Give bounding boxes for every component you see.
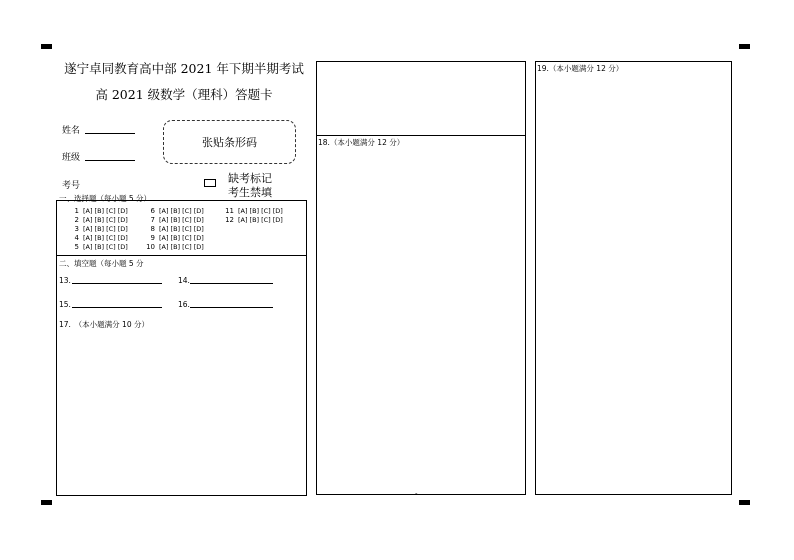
q14-label: 14. [178,276,190,285]
q14-answer-line[interactable] [190,283,273,284]
mc-question-12: 12 [A] [B] [C] [D] [225,216,283,224]
mc-option[interactable]: [C] [106,243,116,251]
mc-question-8: 8 [A] [B] [C] [D] [150,225,204,233]
mc-option[interactable]: [A] [159,216,169,224]
mc-option[interactable]: [A] [238,207,248,215]
mc-question-7: 7 [A] [B] [C] [D] [150,216,204,224]
absent-mark-box[interactable] [204,179,216,187]
mc-option[interactable]: [C] [182,207,192,215]
mc-option[interactable]: [D] [117,207,128,215]
mc-question-6: 6 [A] [B] [C] [D] [150,207,204,215]
mc-question-11: 11 [A] [B] [C] [D] [225,207,283,215]
multiple-choice-title: 一、选择题（每小题 5 分） [59,194,152,203]
mc-option[interactable]: [B] [94,243,105,251]
q18-divider [316,135,526,136]
mc-option[interactable]: [D] [193,225,204,233]
mc-option[interactable]: [A] [159,225,169,233]
mc-option[interactable]: [B] [94,225,105,233]
registration-mark-top-right [739,44,750,49]
registration-mark-top-left [41,44,52,49]
mc-option[interactable]: [C] [106,207,116,215]
name-label: 姓名 [62,126,81,136]
class-label: 班级 [62,153,81,163]
mc-option[interactable]: [B] [170,234,181,242]
exam-number-label: 考号 [62,181,81,191]
mc-option[interactable]: [D] [272,216,283,224]
middle-answer-box[interactable] [316,61,526,495]
mc-option[interactable]: [C] [106,225,116,233]
mc-question-2: 2 [A] [B] [C] [D] [74,216,128,224]
mc-option[interactable]: [A] [83,216,93,224]
name-field[interactable] [85,133,135,134]
mc-option[interactable]: [C] [261,207,271,215]
q13-answer-line[interactable] [72,283,162,284]
mc-option[interactable]: [B] [94,234,105,242]
mc-option[interactable]: [D] [193,243,204,251]
mc-option[interactable]: [A] [83,243,93,251]
mc-option[interactable]: [C] [182,234,192,242]
absent-mark-line1: 缺考标记 [228,172,272,185]
registration-mark-bottom-right [739,500,750,505]
mc-question-5: 5 [A] [B] [C] [D] [74,243,128,251]
mc-question-10: 10 [A] [B] [C] [D] [146,243,204,251]
mc-option[interactable]: [C] [106,216,116,224]
mc-option[interactable]: [D] [193,234,204,242]
mc-option[interactable]: [A] [83,225,93,233]
mc-option[interactable]: [A] [159,243,169,251]
right-answer-box[interactable] [535,61,732,495]
mc-option[interactable]: [A] [83,207,93,215]
mc-option[interactable]: [D] [117,234,128,242]
mc-option[interactable]: [A] [159,207,169,215]
mc-option[interactable]: [A] [159,234,169,242]
q15-answer-line[interactable] [72,307,162,308]
q17-label: 17. （本小题满分 10 分） [59,320,149,329]
mc-option[interactable]: [B] [170,207,181,215]
barcode-area [163,120,296,164]
mc-option[interactable]: [D] [117,225,128,233]
mc-option[interactable]: [B] [170,243,181,251]
mc-option[interactable]: [D] [193,207,204,215]
mc-option[interactable]: [D] [272,207,283,215]
q18-label: 18.（本小题满分 12 分） [318,138,405,147]
mc-option[interactable]: [A] [83,234,93,242]
barcode-label: 张贴条形码 [202,136,257,149]
absent-mark-label [228,172,272,200]
mc-question-3: 3 [A] [B] [C] [D] [74,225,128,233]
q15-label: 15. [59,300,71,309]
class-field[interactable] [85,160,135,161]
mc-option[interactable]: [D] [117,216,128,224]
mc-question-1: 1 [A] [B] [C] [D] [74,207,128,215]
mc-option[interactable]: [C] [182,225,192,233]
mc-option[interactable]: [B] [249,207,260,215]
mc-option[interactable]: [B] [249,216,260,224]
page-number: - [415,490,418,498]
q19-label: 19.（本小题满分 12 分） [537,64,624,73]
answer-sheet-title: 高 2021 级数学（理科）答题卡 [95,87,273,102]
mc-option[interactable]: [D] [117,243,128,251]
mc-option[interactable]: [B] [94,207,105,215]
q16-label: 16. [178,300,190,309]
section-divider [56,255,307,256]
registration-mark-bottom-left [41,500,52,505]
mc-option[interactable]: [C] [261,216,271,224]
mc-option[interactable]: [B] [170,225,181,233]
mc-option[interactable]: [C] [106,234,116,242]
q13-label: 13. [59,276,71,285]
absent-mark-line2: 考生禁填 [228,186,272,199]
mc-option[interactable]: [D] [193,216,204,224]
mc-question-4: 4 [A] [B] [C] [D] [74,234,128,242]
mc-option[interactable]: [C] [182,243,192,251]
mc-question-9: 9 [A] [B] [C] [D] [150,234,204,242]
fill-in-title: 二、填空题（每小题 5 分 [59,259,144,268]
q16-answer-line[interactable] [190,307,273,308]
mc-option[interactable]: [A] [238,216,248,224]
exam-title: 遂宁卓同教育高中部 2021 年下期半期考试 [64,61,304,76]
mc-option[interactable]: [B] [170,216,181,224]
mc-option[interactable]: [B] [94,216,105,224]
mc-option[interactable]: [C] [182,216,192,224]
